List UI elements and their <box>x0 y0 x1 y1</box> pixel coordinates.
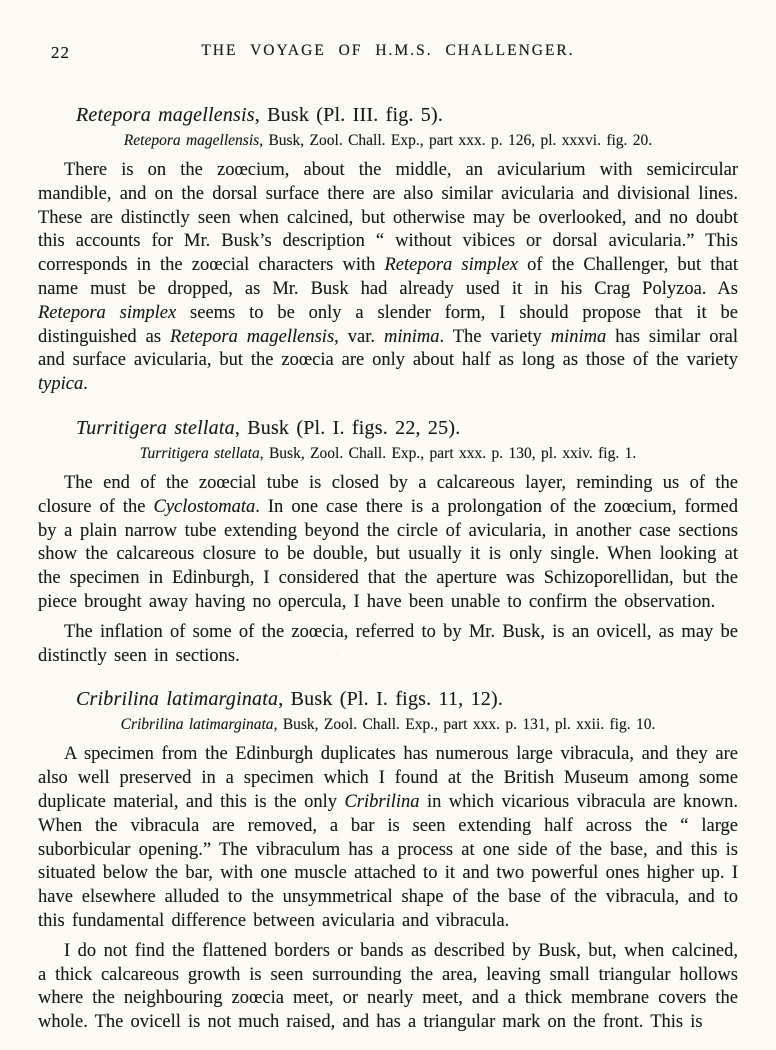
species-heading <box>76 104 738 127</box>
body-paragraph <box>38 621 738 669</box>
text-run: I do not find the flattened borders or bands as described by Busk, but, when calcined, a thick calcareous growth is seen surrounding the area, leaving small triangular hollows where the neighbouring zoœcia meet, or nearly meet, and a thick membrane covers the whole. The ovicell is not much raised, and has a triangular mark on the front. This is <box>38 940 738 1033</box>
text-run: , Busk (Pl. I. figs. 11, 12). <box>278 688 504 711</box>
species-name-italic: typica <box>38 374 84 395</box>
body-paragraph <box>38 159 738 397</box>
text-run: A specimen from the Edinburgh duplicates has numerous large vibracula, and they are also well preserved in a specimen which I found at the British Museum among some duplicate material, and this is the only <box>38 744 738 812</box>
species-name-italic: Cribrilina <box>344 791 420 812</box>
species-section <box>38 104 738 397</box>
species-heading <box>76 688 738 711</box>
species-name-italic: minima <box>550 326 607 347</box>
citation-line <box>38 445 738 463</box>
species-name-italic: Retepora magellensis <box>76 104 255 126</box>
species-heading <box>76 417 738 440</box>
species-section <box>38 417 738 668</box>
text-run: in which vicarious vibracula are known. When the vibracula are removed, a bar is seen extending half across the “ large suborbicular opening.” The vibraculum has a process at one side of the base, and this is situated below the bar, with one muscle attached to it and two powerful ones higher up. I have elsewhere alluded to the unsymmetrical shape of the base of the vibracula, and to this fundamental difference between avicularia and vibracula. <box>38 791 738 931</box>
text-run: of the Challenger, but that name must be dropped, as Mr. Busk had already used it in his Crag Polyzoa. As <box>38 255 738 299</box>
species-name-italic: Retepora simplex <box>38 302 177 323</box>
species-name-italic: Cyclostomata <box>153 496 256 517</box>
page-number: 22 <box>51 43 70 62</box>
species-name-italic: minima <box>383 326 440 347</box>
page-body <box>38 104 738 1035</box>
species-section <box>38 688 738 1035</box>
species-name-italic: Turritigera stellata <box>76 416 235 439</box>
text-run: . The variety <box>439 326 551 347</box>
body-paragraph <box>38 472 738 615</box>
text-run: The end of the zoœcial tube is closed by a calcareous layer, reminding us of the closure of the <box>38 472 738 517</box>
running-head: THE VOYAGE OF H.M.S. CHALLENGER. <box>201 42 575 59</box>
text-run: , Busk, Zool. Chall. Exp., part xxx. p. 130, pl. xxiv. fig. 1. <box>259 444 637 462</box>
species-name-italic: Cribrilina latimarginata <box>120 716 274 734</box>
text-run: The inflation of some of the zoœcia, referred to by Mr. Busk, is an ovicell, as may be distinctly seen in sections. <box>38 621 738 666</box>
text-run: . In one case there is a prolongation of the zoœcium, formed by a plain narrow tube extending beyond the circle of avicularia, in another case sections show the calcareous closure to be double, but usually it is only single. When looking at the specimen in Edinburgh, I considered that the aperture was Schizoporellidan, but the piece brought away having no opercula, I have been unable to confirm the observation. <box>38 496 738 612</box>
species-name-italic: Retepora magellensis <box>123 132 260 149</box>
text-run: , Busk (Pl. III. fig. 5). <box>254 104 444 126</box>
citation-line <box>38 132 738 150</box>
species-name-italic: Cribrilina latimarginata <box>76 688 279 711</box>
text-run: has similar oral and surface avicularia, but the zoœcia are only about half as long as those of the variety <box>38 326 738 371</box>
species-name-italic: Retepora magellensis <box>170 326 335 347</box>
text-run: , Busk, Zool. Chall. Exp., part xxx. p. 131, pl. xxii. fig. 10. <box>273 716 656 734</box>
species-name-italic: Retepora simplex <box>384 255 518 276</box>
body-paragraph <box>38 743 738 933</box>
species-name-italic: Turritigera stellata <box>139 444 260 462</box>
text-run: seems to be only a slender form, I should propose that it be distinguished as <box>38 302 738 347</box>
text-run: , Busk (Pl. I. figs. 22, 25). <box>234 416 461 439</box>
body-paragraph <box>38 940 738 1035</box>
page-header <box>38 42 738 60</box>
text-run: . <box>83 374 88 395</box>
text-run: There is on the zoœcium, about the middle, an avicularium with semicircular mandible, and on the dorsal surface there are also similar avicularia and divisional lines. These are distinctly seen when calcined, but otherwise may be overlooked, and no doubt this accounts for Mr. Busk’s description “ without vibices or dorsal avicularia.” This corresponds in the zoœcial characters with <box>38 160 738 276</box>
citation-line <box>38 716 738 734</box>
text-run: , var. <box>334 326 384 347</box>
text-run: , Busk, Zool. Chall. Exp., part xxx. p. 126, pl. xxxvi. fig. 20. <box>259 132 653 149</box>
